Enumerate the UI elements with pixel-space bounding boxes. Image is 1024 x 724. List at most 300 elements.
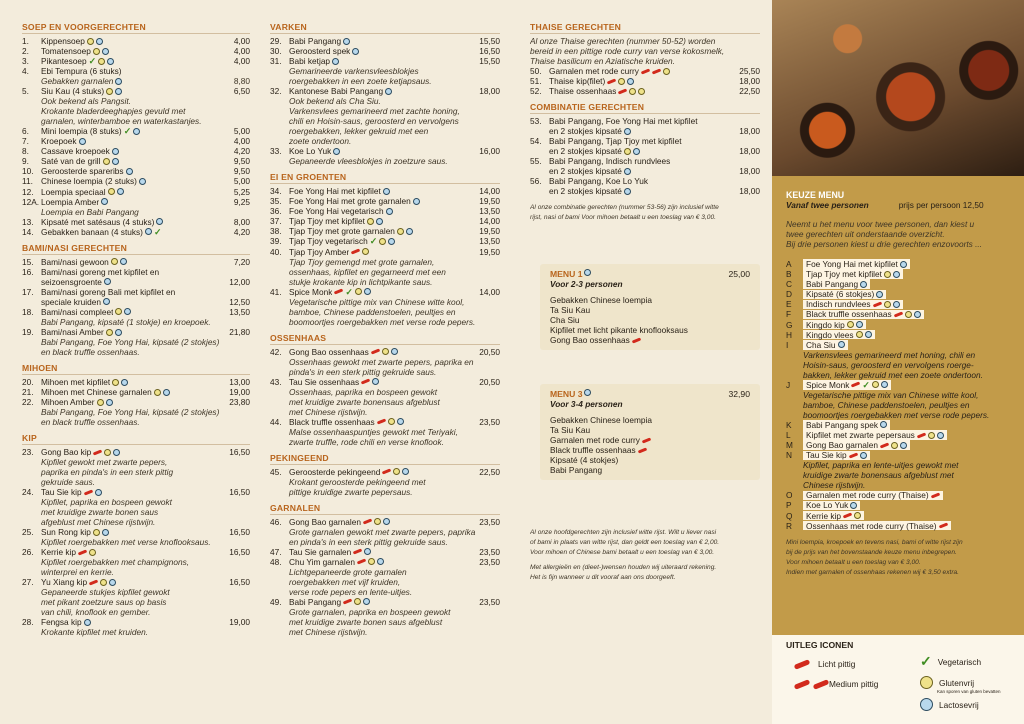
- dish-name-cont: en 2 stokjes kipsaté: [549, 146, 622, 157]
- keuze-item-box: [803, 521, 951, 531]
- dish-description: ossenhaas, kipfilet en gegarneerd met een: [289, 266, 446, 277]
- keuze-item-box: [803, 320, 866, 330]
- lactosevrij-icon: [893, 301, 900, 308]
- dish-name: Babi ketjap: [289, 56, 331, 67]
- dish-name: Geroosterde spareribs: [41, 166, 124, 177]
- dish-price: 13,50: [229, 306, 250, 317]
- dish-price: 4,00: [233, 36, 250, 46]
- glutenvrij-icon: [397, 228, 404, 235]
- keuze-letter: P: [786, 500, 792, 511]
- keuze-description: bamboe, Chinese paddenstoelen, peultjes en: [803, 399, 970, 410]
- lactosevrij-icon: [856, 321, 863, 328]
- section-ei: [270, 172, 500, 326]
- dish-price: 15,50: [479, 36, 500, 46]
- dish-name: Thaise kip(filet): [549, 76, 606, 87]
- dish-name: Chu Yim garnalen: [289, 556, 355, 567]
- dish-number: 12A.: [22, 196, 40, 207]
- keuze-letter: M: [786, 440, 793, 451]
- lactosevrij-icon: [937, 432, 944, 439]
- dish-row: [22, 36, 250, 46]
- lactosevrij-icon: [364, 548, 371, 555]
- dish-name-cont: en 2 stokjes kipsaté: [549, 186, 622, 197]
- dish-row: [270, 517, 500, 527]
- dish-description: roergebakken met vijf kruiden,: [289, 576, 401, 587]
- dish-name: Mihoen met kipfilet: [41, 377, 111, 388]
- dish-name: Babi Pangang, Foe Yong Hai met kipfilet: [549, 116, 698, 127]
- dish-row: [530, 146, 760, 156]
- lactosevrij-icon: [332, 58, 339, 65]
- menu-box-menu1: [540, 264, 760, 350]
- keuze-letter: F: [786, 309, 792, 320]
- menu-item-name: Babi Pangang: [550, 465, 603, 475]
- dish-description: Ossenhaas, paprika en bospeen gewokt: [289, 386, 438, 397]
- lactosevrij-icon: [372, 378, 379, 385]
- dish-price: 9,25: [233, 196, 250, 207]
- chili-icon: [351, 248, 360, 254]
- menu-item: [550, 425, 750, 435]
- keuze-item-name: Kingdo kip: [806, 319, 845, 330]
- dish-row: [22, 86, 250, 96]
- dish-row: [22, 66, 250, 76]
- dish-description: van chili, knoflook en gember.: [41, 607, 151, 618]
- section-thai: [530, 22, 760, 96]
- menu-item: [550, 335, 750, 345]
- glutenvrij-icon: [104, 449, 111, 456]
- dish-number: 32.: [270, 86, 282, 97]
- section-note: Al onze combinatie gerechten (nummer 53-56) zijn inclusief witte: [530, 203, 719, 211]
- lactosevrij-icon: [115, 329, 122, 336]
- lactosevrij-icon: [900, 442, 907, 449]
- dish-number: 3.: [22, 56, 29, 67]
- dish-description: gekruide saus.: [41, 477, 95, 488]
- keuze-item-box: [803, 330, 875, 340]
- dish-description: en black truffle ossenhaas.: [41, 347, 140, 358]
- keuze-item-box: [803, 440, 910, 450]
- dish-name: Kippensoep: [41, 36, 85, 46]
- keuze-item-name: Kingdo vlees: [806, 329, 854, 340]
- dish-row: [22, 56, 250, 66]
- dish-price: 21,80: [229, 326, 250, 337]
- lactosevrij-icon: [115, 88, 122, 95]
- lactosevrij-icon: [388, 238, 395, 245]
- dish-name: Kroepoek: [41, 136, 77, 147]
- dish-price: 4,20: [233, 226, 250, 237]
- keuze-item: [786, 259, 1016, 269]
- chili-icon: [382, 469, 391, 475]
- chili-icon: [872, 301, 881, 307]
- dish-name: Gebakken banaan (4 stuks): [41, 226, 143, 237]
- dish-price: 14,00: [479, 186, 500, 197]
- dish-row: [270, 206, 500, 216]
- dish-number: 24.: [22, 487, 34, 498]
- dish-number: 5.: [22, 86, 29, 97]
- footnote-line: Met allergieën en (dieet-)wensen houden wij uiteraard rekening.: [530, 564, 717, 571]
- dish-name: Babi Pangang: [289, 36, 342, 46]
- chili-icon: [343, 599, 352, 605]
- keuze-item-name: Koe Lo Yuk: [806, 500, 849, 511]
- keuze-item: [786, 440, 1016, 450]
- lactosevrij-icon: [385, 88, 392, 95]
- dish-row: [270, 146, 500, 156]
- glutenvrij-icon: [920, 676, 933, 689]
- dish-price: 23,50: [479, 416, 500, 427]
- keuze-letter: B: [786, 269, 792, 280]
- section-title: SOEP EN VOORGERECHTEN: [22, 22, 250, 34]
- chili-icon: [607, 78, 616, 84]
- section-title: OSSENHAAS: [270, 333, 500, 345]
- dish-row: [22, 287, 250, 297]
- dish-description: Ook bekend als Pangsit.: [41, 96, 131, 107]
- dish-row: [22, 46, 250, 56]
- menu-title-text: MENU 1: [550, 269, 583, 279]
- keuze-item-box: [803, 269, 903, 279]
- dish-row: [530, 86, 760, 96]
- dish-description: Kipfilet, paprika en bospeen gewokt: [41, 497, 172, 508]
- dish-row: [530, 76, 760, 86]
- dish-description: Ossenhaas gewokt met zwarte pepers, paprika en: [289, 356, 474, 367]
- chili-icon: [632, 337, 641, 343]
- chili-icon: [794, 659, 811, 670]
- dish-description: chili en Hoisin-saus, geroosterd en vervolgens: [289, 116, 459, 127]
- dish-number: 40.: [270, 246, 282, 257]
- glutenvrij-icon: [106, 88, 113, 95]
- vegetarisch-icon: ✓: [153, 226, 162, 237]
- legend-item-licht: [792, 659, 855, 669]
- lactosevrij-icon: [624, 128, 631, 135]
- dish-row: [22, 227, 250, 237]
- keuze-item-name: Kipfilet met zwarte pepersaus: [806, 430, 915, 441]
- footnote-line: Het is fijn wanneer u dit vooraf aan ons doorgeeft.: [530, 574, 676, 581]
- column-keuze-menu: [772, 0, 1024, 724]
- dish-name: Babi Pangang, Tjap Tjoy met kipfilet: [549, 136, 682, 147]
- dish-description: [22, 76, 250, 86]
- dish-price: 4,00: [233, 136, 250, 147]
- dish-number: 29.: [270, 36, 282, 46]
- lactosevrij-icon: [624, 168, 631, 175]
- dish-row: [22, 187, 250, 197]
- dish-description: Krokant geroosterde pekingeend met: [289, 476, 426, 487]
- lactosevrij-icon: [584, 269, 591, 276]
- dish-number: 16.: [22, 266, 34, 277]
- dish-price: 7,20: [233, 256, 250, 267]
- chili-icon: [334, 289, 343, 295]
- lactosevrij-icon: [876, 291, 883, 298]
- keuze-letter: Q: [786, 510, 793, 521]
- keuze-item: [786, 269, 1016, 279]
- dish-number: 42.: [270, 346, 282, 357]
- dish-name: Kipsaté met satésaus (4 stuks): [41, 216, 155, 227]
- dish-row: [22, 577, 250, 587]
- dish-row: [530, 136, 760, 146]
- lactosevrij-icon: [881, 381, 888, 388]
- glutenvrij-icon: [98, 58, 105, 65]
- dish-number: 31.: [270, 56, 282, 67]
- dish-description: garnalen, winterbamboe en waterkastanjes.: [41, 116, 202, 127]
- dish-price: 23,80: [229, 397, 250, 408]
- footnote-line: bij de prijs van het bovenstaande keuze menu inbegrepen.: [786, 548, 957, 556]
- dish-price: 22,50: [739, 86, 760, 97]
- lactosevrij-icon: [107, 58, 114, 65]
- keuze-item: [786, 309, 1016, 319]
- dish-row: [22, 387, 250, 397]
- lactosevrij-icon: [413, 198, 420, 205]
- dish-row: [22, 397, 250, 407]
- section-peking: [270, 453, 500, 497]
- keuze-item-box: [803, 300, 903, 310]
- keuze-item: [786, 450, 1016, 460]
- keuze-description: Hoisin-saus, geroosterd en vervolgens roerge-: [803, 359, 974, 370]
- section-ossenhaas: [270, 333, 500, 447]
- lactosevrij-icon: [126, 168, 133, 175]
- dish-price: 16,50: [229, 577, 250, 588]
- legend-label: Lactosevrij: [939, 699, 979, 710]
- keuze-letter: R: [786, 520, 792, 531]
- lactosevrij-icon: [163, 389, 170, 396]
- dish-description: met Chinese rijstwijn.: [289, 626, 368, 637]
- menu-item-name: Black truffle ossenhaas: [550, 445, 636, 455]
- dish-name: Garnalen met rode curry: [549, 66, 639, 76]
- chili-icon: [363, 519, 372, 525]
- glutenvrij-icon: [382, 348, 389, 355]
- dish-name: Cassave kroepoek: [41, 146, 110, 157]
- keuze-item: [786, 330, 1016, 340]
- glutenvrij-icon: [928, 432, 935, 439]
- keuze-item-box: [803, 430, 947, 440]
- legend-gluten-sub: Kan sporen van gluten bevatten: [937, 689, 1001, 694]
- section-title: COMBINATIE GERECHTEN: [530, 102, 760, 114]
- glutenvrij-icon: [618, 78, 625, 85]
- dish-description: Malse ossenhaaspuntjes gewokt met Teriyaki,: [289, 426, 458, 437]
- menu-item: [550, 445, 750, 455]
- dish-number: 33.: [270, 146, 282, 157]
- dish-description: Gepaneerde stukjes kipfilet gewokt: [41, 587, 170, 598]
- dish-price: 6,50: [233, 86, 250, 97]
- keuze-item-box: [803, 501, 860, 511]
- section-varken: [270, 22, 500, 166]
- keuze-item-box: [803, 420, 890, 430]
- lactosevrij-icon: [333, 148, 340, 155]
- keuze-description: Chinese rijstwijn.: [803, 480, 866, 491]
- dish-name: Geroosterde pekingeend: [289, 466, 381, 477]
- lactosevrij-icon: [364, 288, 371, 295]
- dish-number: 15.: [22, 256, 34, 267]
- dish-name: Chinese loempia (2 stuks): [41, 176, 137, 187]
- dish-row: [270, 46, 500, 56]
- dish-name: Tjap Tjoy met kipfilet: [289, 216, 365, 227]
- chili-icon: [371, 349, 380, 355]
- dish-name: Tjap Tjoy vegetarisch: [289, 236, 368, 247]
- dish-name-cont: en 2 stokjes kipsaté: [549, 166, 622, 177]
- dish-description: Gepaneerde vleesblokjes in zoetzure saus.: [289, 156, 448, 167]
- legend-label: Medium pittig: [829, 679, 879, 689]
- dish-row: [270, 547, 500, 557]
- section-combi: [530, 102, 760, 222]
- menu-title-text: MENU 3: [550, 389, 583, 399]
- dish-description: Kipfilet gewokt met zwarte pepers,: [41, 457, 168, 468]
- dish-description: Tjap Tjoy gemengd met grote garnalen,: [289, 256, 435, 267]
- dish-row: [270, 347, 500, 357]
- glutenvrij-icon: [115, 308, 122, 315]
- dish-number: 51.: [530, 76, 542, 87]
- section-note: Al onze Thaise gerechten (nummer 50-52) worden: [530, 36, 716, 46]
- glutenvrij-icon: [355, 288, 362, 295]
- dish-description: pittige kruidige zwarte pepersaus.: [289, 486, 413, 497]
- keuze-footnotes: [786, 538, 1016, 578]
- keuze-item-name: Garnalen met rode curry (Thaise): [806, 490, 929, 501]
- keuze-letter: A: [786, 259, 792, 269]
- dish-row: [22, 257, 250, 267]
- keuze-item-box: [803, 491, 943, 501]
- keuze-letter: E: [786, 299, 792, 310]
- intro-line: Neemt u het menu voor twee personen, dan kiest u: [786, 219, 975, 229]
- lactosevrij-icon: [627, 78, 634, 85]
- dish-price: 25,50: [739, 66, 760, 76]
- intro-line: twee gerechten uit onderstaande overzicht.: [786, 229, 945, 239]
- lactosevrij-icon: [633, 148, 640, 155]
- keuze-item-box: [803, 279, 870, 289]
- lactosevrij-icon: [880, 421, 887, 428]
- dish-name: Foe Yong Hai met kipfilet: [289, 186, 381, 197]
- keuze-letter: I: [786, 339, 789, 350]
- menu-item-name: Gebakken Chinese loempia: [550, 415, 652, 425]
- footnote-line: Mini loempia, kroepoek en tevens nasi, bami of witte rijst zijn: [786, 538, 963, 546]
- glutenvrij-icon: [884, 271, 891, 278]
- glutenvrij-icon: [854, 512, 861, 519]
- keuze-item: [786, 380, 1016, 390]
- chili-icon: [843, 512, 852, 518]
- dish-description: Babi Pangang, kipsaté (1 stokje) en kroepoek.: [41, 316, 211, 327]
- keuze-description: Kipfilet, paprika en lente-uitjes gewokt met: [803, 460, 959, 471]
- keuze-item-name: Kerrie kip: [806, 510, 842, 521]
- dish-price: 18,00: [739, 126, 760, 137]
- menu-title: [550, 389, 750, 399]
- keuze-item-name: Kipsaté (6 stokjes): [806, 289, 875, 300]
- dish-name: Tau Sie ossenhaas: [289, 376, 360, 387]
- keuze-item-box: [803, 340, 848, 350]
- dish-number: 36.: [270, 206, 282, 217]
- dish-description: afgeblust met Chinese rijstwijn.: [41, 517, 156, 528]
- dish-row: [22, 487, 250, 497]
- keuze-description: bakken, lekker gekruid met een zoete ondertoon.: [803, 369, 983, 380]
- legend-item-medium: [792, 679, 878, 689]
- dish-description: roergebakken in een zoete ketjapsaus.: [289, 76, 432, 87]
- dish-description: Loempia en Babi Pangang: [41, 206, 139, 217]
- dish-price: 13,50: [479, 206, 500, 217]
- dish-name: Geroosterd spek: [289, 46, 351, 57]
- dish-number: 8.: [22, 146, 29, 157]
- keuze-item: [786, 289, 1016, 299]
- chili-icon: [641, 68, 650, 74]
- dish-name: Kerrie kip: [41, 547, 77, 558]
- keuze-item: [786, 420, 1016, 430]
- dish-number: 18.: [22, 306, 34, 317]
- glutenvrij-icon: [624, 148, 631, 155]
- dish-number: 43.: [270, 376, 282, 387]
- lactosevrij-icon: [860, 452, 867, 459]
- dish-name: Ebi Tempura (6 stuks): [41, 66, 122, 77]
- dish-price: 18,00: [739, 186, 760, 197]
- dish-price: 15,50: [479, 56, 500, 67]
- dish-name: Tjap Tjoy Amber: [289, 246, 350, 257]
- chili-icon: [78, 549, 87, 555]
- menu-price: 25,00: [728, 269, 750, 279]
- dish-row: [270, 467, 500, 477]
- chili-icon: [637, 447, 646, 453]
- section-note: Thaise basilicum en Aziatische kruiden.: [530, 56, 675, 66]
- glutenvrij-icon: [374, 518, 381, 525]
- section-soep: [22, 22, 250, 237]
- dish-row: [270, 226, 500, 236]
- dish-number: 34.: [270, 186, 282, 197]
- dish-name: Mini loempia (8 stuks): [41, 126, 122, 137]
- menu-item-name: Gebakken Chinese loempia: [550, 295, 652, 305]
- dish-description: zwarte truffle, rode chili en verse knoflook.: [289, 436, 444, 447]
- lactosevrij-icon: [893, 271, 900, 278]
- dish-price: 14,00: [479, 216, 500, 227]
- glutenvrij-icon: [847, 321, 854, 328]
- glutenvrij-icon: [93, 529, 100, 536]
- dish-price: 18,00: [739, 146, 760, 157]
- vegetarisch-icon: ✓: [920, 653, 932, 669]
- dish-name: Mihoen Amber: [41, 397, 95, 408]
- lactosevrij-icon: [850, 502, 857, 509]
- dish-row: [270, 236, 500, 246]
- legend-title: UITLEG ICONEN: [786, 640, 854, 650]
- section-notes: [530, 203, 760, 223]
- dish-price: 12,00: [229, 276, 250, 287]
- lactosevrij-icon: [103, 298, 110, 305]
- glutenvrij-icon: [856, 331, 863, 338]
- lactosevrij-icon: [376, 218, 383, 225]
- dish-name: Babi Pangang, Koe Lo Yuk: [549, 176, 649, 187]
- dish-row: [270, 56, 500, 66]
- chili-icon: [618, 88, 627, 94]
- dish-number: 1.: [22, 36, 29, 46]
- dish-description: boomoortjes roergebakken met verse rode pepers.: [289, 316, 476, 327]
- dish-number: 21.: [22, 387, 34, 398]
- keuze-item: [786, 299, 1016, 309]
- dish-row: [530, 66, 760, 76]
- food-photo: [772, 0, 1024, 176]
- chili-icon: [361, 379, 370, 385]
- keuze-item-box: [803, 380, 891, 390]
- dish-price: 20,50: [479, 346, 500, 357]
- section-title: PEKINGEEND: [270, 453, 500, 465]
- keuze-item: [786, 430, 1016, 440]
- dish-name: Bami/nasi compleet: [41, 306, 114, 317]
- chili-icon: [89, 579, 98, 585]
- dish-price: 19,50: [479, 196, 500, 207]
- dish-description: Kipfilet roergebakken met verse knoflooksaus.: [41, 537, 211, 548]
- keuze-item-box: [803, 310, 924, 320]
- dish-price: 22,50: [479, 466, 500, 477]
- dish-row: [22, 297, 250, 307]
- glutenvrij-icon: [100, 579, 107, 586]
- dish-price: 18,00: [739, 166, 760, 177]
- section-kip: [22, 433, 250, 637]
- glutenvrij-icon: [154, 389, 161, 396]
- section-title: KIP: [22, 433, 250, 445]
- dish-number: 35.: [270, 196, 282, 207]
- glutenvrij-icon: [905, 311, 912, 318]
- dish-name: Foe Yong Hai met grote garnalen: [289, 196, 411, 207]
- dish-name: Pikantesoep: [41, 56, 87, 67]
- lactosevrij-icon: [79, 138, 86, 145]
- chili-icon: [930, 492, 939, 498]
- dish-description: met kruidige zwarte bonen saus afgeblust: [289, 616, 443, 627]
- dish-price: 5,00: [233, 176, 250, 187]
- glutenvrij-icon: [663, 68, 670, 75]
